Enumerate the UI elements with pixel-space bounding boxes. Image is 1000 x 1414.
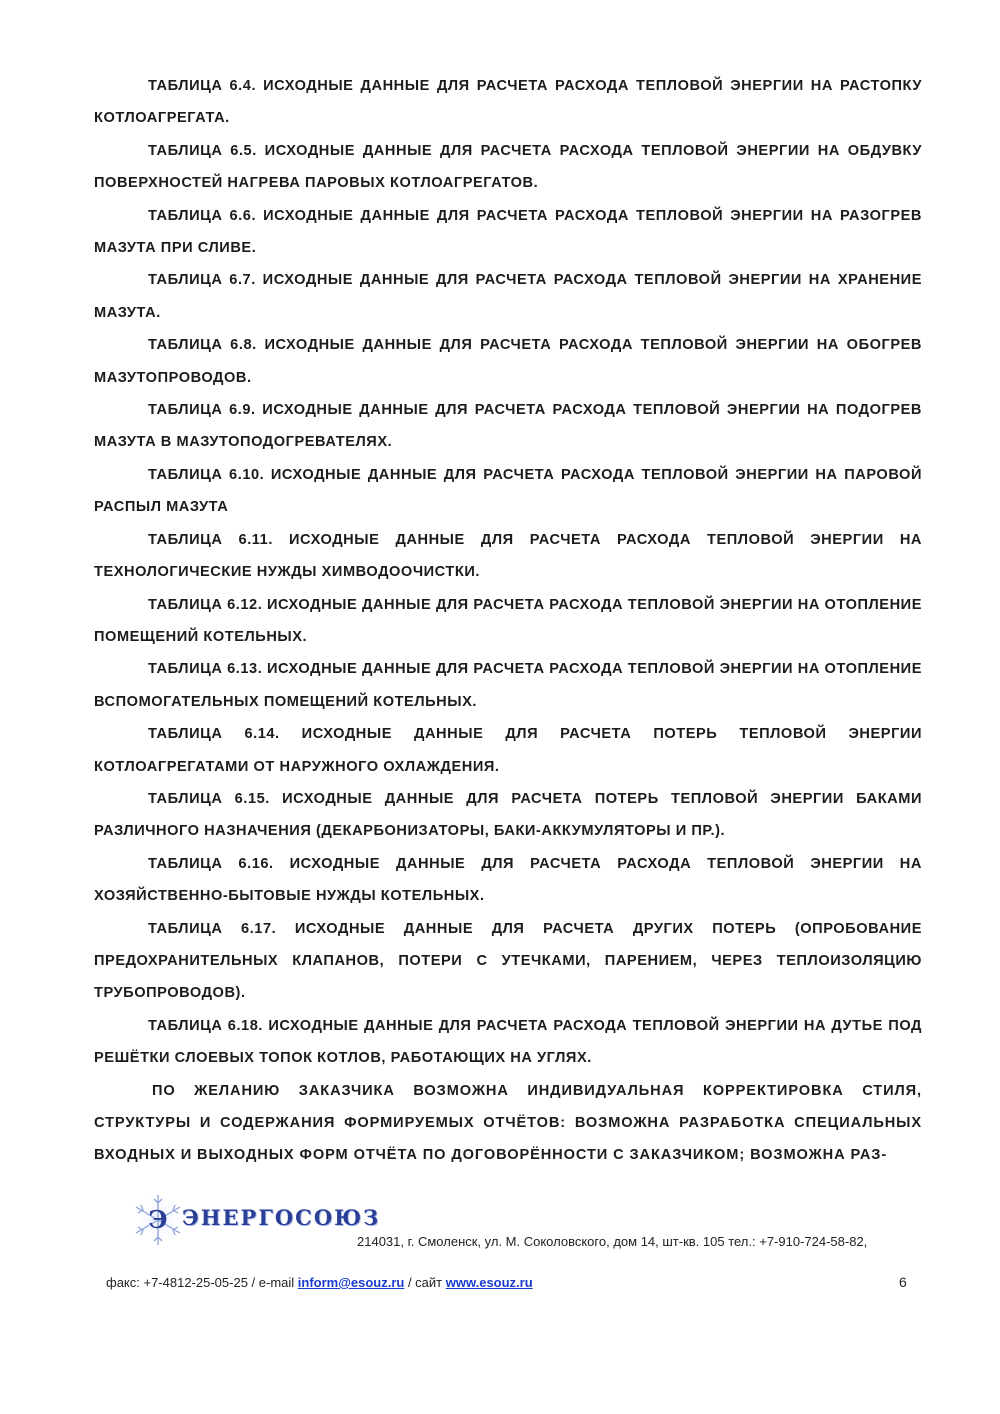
table-description: ТАБЛИЦА 6.8. ИСХОДНЫЕ ДАННЫЕ ДЛЯ РАСЧЕТА РАСХОДА ТЕПЛОВОЙ ЭНЕРГИИ НА ОБОГРЕВ МАЗУТОПРОВОДОВ. [94,337,922,386]
logo-letter: Э [148,1205,168,1234]
table-description: ТАБЛИЦА 6.10. ИСХОДНЫЕ ДАННЫЕ ДЛЯ РАСЧЕТА РАСХОДА ТЕПЛОВОЙ ЭНЕРГИИ НА ПАРОВОЙ РАСПЫЛ МАЗУТА [94,466,922,516]
snowflake-logo-icon [128,1192,188,1248]
table-description: ТАБЛИЦА 6.13. ИСХОДНЫЕ ДАННЫЕ ДЛЯ РАСЧЕТА РАСХОДА ТЕПЛОВОЙ ЭНЕРГИИ НА ОТОПЛЕНИЕ ВСПОМОГАТЕЛЬНЫХ ПОМЕЩЕНИЙ КОТЕЛЬНЫХ. [94,661,922,710]
fax-label: факс: +7-4812-25-05-25 / e-mail [106,1275,298,1290]
table-description: ТАБЛИЦА 6.5. ИСХОДНЫЕ ДАННЫЕ ДЛЯ РАСЧЕТА РАСХОДА ТЕПЛОВОЙ ЭНЕРГИИ НА ОБДУВКУ ПОВЕРХНОСТЕЙ НАГРЕВА ПАРОВЫХ КОТЛОАГРЕГАТОВ. [94,142,922,192]
page-number: 6 [899,1274,907,1290]
table-description: ТАБЛИЦА 6.12. ИСХОДНЫЕ ДАННЫЕ ДЛЯ РАСЧЕТА РАСХОДА ТЕПЛОВОЙ ЭНЕРГИИ НА ОТОПЛЕНИЕ ПОМЕЩЕНИЙ КОТЕЛЬНЫХ. [94,596,922,645]
site-label: / сайт [404,1275,446,1290]
page-footer [0,1188,1000,1308]
company-logo [128,1192,381,1248]
contact-line [106,1275,533,1290]
company-address: 214031, г. Смоленск, ул. М. Соколовского, дом 14, шт-кв. 105 тел.: +7-910-724-58-82, [357,1234,868,1249]
table-description: ТАБЛИЦА 6.11. ИСХОДНЫЕ ДАННЫЕ ДЛЯ РАСЧЕТА РАСХОДА ТЕПЛОВОЙ ЭНЕРГИИ НА ТЕХНОЛОГИЧЕСКИЕ НУЖДЫ ХИМВОДООЧИСТКИ. [94,531,922,581]
table-description: ТАБЛИЦА 6.15. ИСХОДНЫЕ ДАННЫЕ ДЛЯ РАСЧЕТА ПОТЕРЬ ТЕПЛОВОЙ ЭНЕРГИИ БАКАМИ РАЗЛИЧНОГО НАЗНАЧЕНИЯ (ДЕКАРБОНИЗАТОРЫ, БАКИ-АККУМУЛЯТОРЫ И ПР.). [94,790,922,840]
brand-name: ЭНЕРГОСОЮЗ [182,1205,381,1230]
table-description: ТАБЛИЦА 6.6. ИСХОДНЫЕ ДАННЫЕ ДЛЯ РАСЧЕТА РАСХОДА ТЕПЛОВОЙ ЭНЕРГИИ НА РАЗОГРЕВ МАЗУТА ПРИ СЛИВЕ. [94,207,922,257]
table-description: ТАБЛИЦА 6.18. ИСХОДНЫЕ ДАННЫЕ ДЛЯ РАСЧЕТА РАСХОДА ТЕПЛОВОЙ ЭНЕРГИИ НА ДУТЬЕ ПОД РЕШЁТКИ СЛОЕВЫХ ТОПОК КОТЛОВ, РАБОТАЮЩИХ НА УГЛЯХ. [94,1017,922,1067]
table-description: ТАБЛИЦА 6.16. ИСХОДНЫЕ ДАННЫЕ ДЛЯ РАСЧЕТА РАСХОДА ТЕПЛОВОЙ ЭНЕРГИИ НА ХОЗЯЙСТВЕННО-БЫТОВЫЕ НУЖДЫ КОТЕЛЬНЫХ. [94,855,922,905]
document-body [94,70,922,1172]
website-link[interactable]: www.esouz.ru [445,1275,533,1290]
email-link[interactable]: inform@esouz.ru [297,1275,405,1290]
table-description: ТАБЛИЦА 6.17. ИСХОДНЫЕ ДАННЫЕ ДЛЯ РАСЧЕТА ДРУГИХ ПОТЕРЬ (ОПРОБОВАНИЕ ПРЕДОХРАНИТЕЛЬНЫХ КЛАПАНОВ, ПОТЕРИ С УТЕЧКАМИ, ПАРЕНИЕМ, ЧЕРЕЗ ТЕПЛОИЗОЛЯЦИЮ ТРУБОПРОВОДОВ). [94,920,922,1002]
table-description: ТАБЛИЦА 6.9. ИСХОДНЫЕ ДАННЫЕ ДЛЯ РАСЧЕТА РАСХОДА ТЕПЛОВОЙ ЭНЕРГИИ НА ПОДОГРЕВ МАЗУТА В МАЗУТОПОДОГРЕВАТЕЛЯХ. [94,402,922,451]
table-description: ТАБЛИЦА 6.14. ИСХОДНЫЕ ДАННЫЕ ДЛЯ РАСЧЕТА ПОТЕРЬ ТЕПЛОВОЙ ЭНЕРГИИ КОТЛОАГРЕГАТАМИ ОТ НАРУЖНОГО ОХЛАЖДЕНИЯ. [94,726,922,775]
table-description: ТАБЛИЦА 6.4. ИСХОДНЫЕ ДАННЫЕ ДЛЯ РАСЧЕТА РАСХОДА ТЕПЛОВОЙ ЭНЕРГИИ НА РАСТОПКУ КОТЛОАГРЕГАТА. [94,78,922,127]
table-description: ТАБЛИЦА 6.7. ИСХОДНЫЕ ДАННЫЕ ДЛЯ РАСЧЕТА РАСХОДА ТЕПЛОВОЙ ЭНЕРГИИ НА ХРАНЕНИЕ МАЗУТА. [94,272,922,321]
closing-paragraph: ПО ЖЕЛАНИЮ ЗАКАЗЧИКА ВОЗМОЖНА ИНДИВИДУАЛЬНАЯ КОРРЕКТИРОВКА СТИЛЯ, СТРУКТУРЫ И СОДЕРЖАНИЯ ФОРМИРУЕМЫХ ОТЧЁТОВ: ВОЗМОЖНА РАЗРАБОТКА СПЕЦИАЛЬНЫХ ВХОДНЫХ И ВЫХОДНЫХ ФОРМ ОТЧЁТА ПО ДОГОВОРЁННОСТИ С ЗАКАЗЧИКОМ; ВОЗМОЖНА РАЗ- [94,1082,922,1164]
